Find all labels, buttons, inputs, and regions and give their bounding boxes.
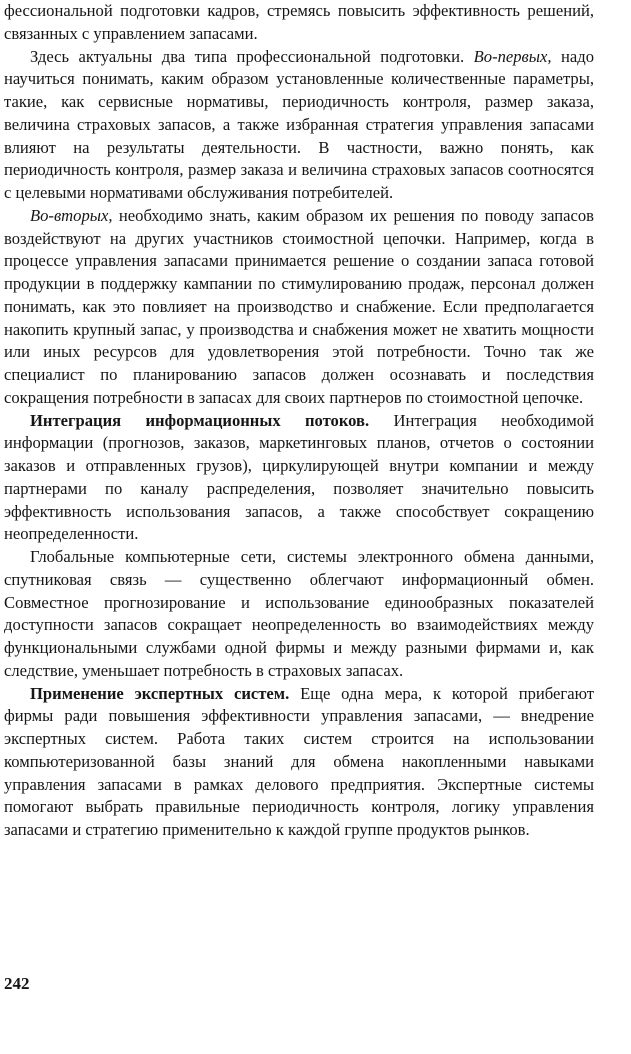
paragraph-info-integration <box>4 410 594 547</box>
paragraph-expert-systems <box>4 683 594 842</box>
paragraph-continuation <box>4 0 594 46</box>
section-heading-info-integration: Интеграция информационных потоков. <box>30 410 370 430</box>
page-number: 242 <box>4 974 30 993</box>
italic-second: Во-вторых, <box>30 205 113 225</box>
paragraph-text: Интеграция необходимой информации (прогнозов, заказов, маркетинговых планов, отчетов о состоянии заказов и отправленных грузов), циркулирующей внутри компании и между партнерами по каналу распределения, позволяет значительно повысить эффективность использования запасов, а также способствует сокращению неопределенности. <box>4 410 594 544</box>
paragraph-text: Глобальные компьютерные сети, системы электронного обмена данными, спутниковая связь — существенно облегчают информационный обмен. Совместное прогнозирование и использование единообразных показателей доступности запасов сокращает неопределенность во взаимодействиях между функциональными службами одной фирмы и между разными фирмами и, как следствие, уменьшает потребность в страховых запасах. <box>4 547 594 680</box>
paragraph-text: фессиональной подготовки кадров, стремясь повысить эффективность решений, связанных с управлением запасами. <box>4 1 594 43</box>
paragraph-training-types <box>4 46 594 205</box>
section-heading-expert-systems: Применение экспертных систем. <box>30 683 290 703</box>
paragraph-text: надо научиться понимать, каким образом установленные количественные параметры, такие, как сервисные нормативы, периодичность контроля, размер заказа, величина страховых запасов, а также избранная стратегия управления запасами влияют на результаты деятельности. В частности, важно понять, как периодичность контроля, размер заказа и величина страховых запасов соотносятся с целевыми нормативами обслуживания потребителей. <box>4 46 594 202</box>
paragraph-text: Еще одна мера, к которой прибегают фирмы ради повышения эффективности управления запасами, — внедрение экспертных систем. Работа таких систем строится на использовании компьютеризованной базы знаний для обмена накопленными навыками управления запасами в рамках делового предприятия. Экспертные системы помогают выбрать правильные периодичность контроля, логику управления запасами и стратегию применительно к каждой группе продуктов рынков. <box>4 683 594 839</box>
page-body <box>4 0 594 842</box>
paragraph-text: необходимо знать, каким образом их решения по поводу запасов воздействуют на других участников стоимостной цепочки. Например, когда в процессе управления запасами принимается решение о создании запаса готовой продукции в поддержку кампании по стимулированию продаж, персонал должен понимать, как это повлияет на производство и снабжение. Если предполагается накопить крупный запас, у производства и снабжения может не хватить мощности или иных ресурсов для удовлетворения этой потребности. Точно так же специалист по планированию запасов должен осознавать и последствия сокращения потребности в запасах для своих партнеров по стоимостной цепочке. <box>4 205 594 407</box>
paragraph-global-networks <box>4 546 594 683</box>
italic-first: Во-первых, <box>473 46 552 66</box>
paragraph-second <box>4 205 594 410</box>
paragraph-lead: Здесь актуальны два типа профессиональной подготовки. <box>30 46 474 66</box>
